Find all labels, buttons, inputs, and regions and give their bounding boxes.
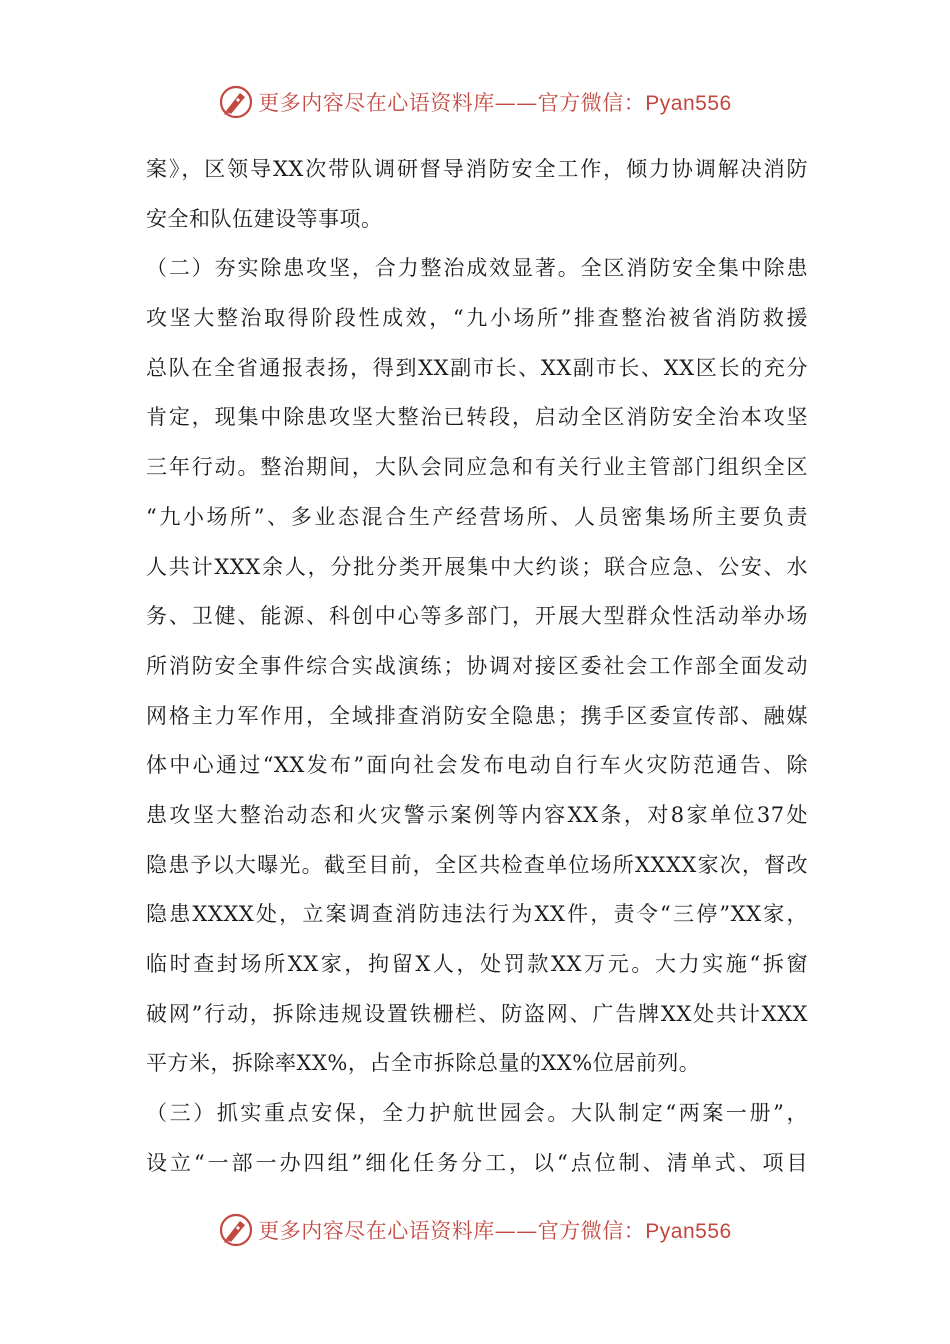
text-line: 人共计XXX余人，分批分类开展集中大约谈；联合应急、公安、水 — [146, 554, 808, 579]
text-line: 临时查封场所XX家，拘留X人，处罚款XX万元。大力实施“拆窗 — [146, 952, 808, 976]
text-line: 安全和队伍建设等事项。 — [146, 206, 383, 231]
text-line: 隐患予以大曝光。截至目前，全区共检查单位场所XXXX家次，督改 — [146, 852, 808, 877]
header-banner-wechat-id: Pyan556 — [645, 92, 732, 115]
text-line: 案》，区领导XX次带队调研督导消防安全工作，倾力协调解决消防 — [146, 157, 808, 181]
pen-nib-logo-icon — [218, 1212, 254, 1248]
text-line: （二）夯实除患攻坚，合力整治成效显著。全区消防安全集中除患 — [146, 256, 808, 281]
text-line: 肯定，现集中除患攻坚大整治已转段，启动全区消防安全治本攻坚 — [146, 405, 808, 430]
text-line: 总队在全省通报表扬，得到XX副市长、XX副市长、XX区长的充分 — [146, 355, 808, 380]
footer-banner — [0, 1210, 950, 1250]
footer-banner-title: 更多内容尽在心语资料库 — [258, 1219, 495, 1243]
text-line: 破网”行动，拆除违规设置铁栅栏、防盗网、广告牌XX处共计XXX — [146, 1001, 808, 1026]
text-line: “九小场所”、多业态混合生产经营场所、人员密集场所主要负责 — [146, 504, 808, 529]
pen-nib-logo-icon — [218, 84, 254, 120]
header-banner-text — [258, 87, 731, 117]
header-banner-title: 更多内容尽在心语资料库 — [258, 91, 495, 115]
text-line: 三年行动。整治期间，大队会同应急和有关行业主管部门组织全区 — [146, 455, 808, 480]
text-line: （三）抓实重点安保，全力护航世园会。大队制定“两案一册”， — [146, 1101, 808, 1126]
header-banner-separator: —— — [494, 91, 538, 115]
text-line: 患攻坚大整治动态和火灾警示案例等内容XX条，对8家单位37处 — [146, 802, 808, 827]
footer-banner-wechat-label: 官方微信： — [537, 1219, 646, 1243]
footer-banner-text — [258, 1215, 731, 1245]
header-banner-wechat-label: 官方微信： — [537, 91, 646, 115]
document-body — [146, 145, 808, 1188]
text-line: 攻坚大整治取得阶段性成效，“九小场所”排查整治被省消防救援 — [146, 306, 808, 331]
text-line: 网格主力军作用，全域排查消防安全隐患；携手区委宣传部、融媒 — [146, 703, 808, 728]
text-line: 平方米，拆除率XX%，占全市拆除总量的XX%位居前列。 — [146, 1051, 701, 1076]
header-banner — [0, 82, 950, 122]
text-line: 隐患XXXX处，立案调查消防违法行为XX件，责令“三停”XX家， — [146, 902, 808, 927]
footer-banner-wechat-id: Pyan556 — [645, 1220, 732, 1243]
text-line: 体中心通过“XX发布”面向社会发布电动自行车火灾防范通告、除 — [146, 753, 808, 778]
text-line: 务、卫健、能源、科创中心等多部门，开展大型群众性活动举办场 — [146, 604, 808, 629]
footer-banner-separator: —— — [494, 1219, 538, 1243]
text-line: 设立“一部一办四组”细化任务分工，以“点位制、清单式、项目 — [146, 1150, 808, 1175]
text-line: 所消防安全事件综合实战演练；协调对接区委社会工作部全面发动 — [146, 653, 808, 678]
